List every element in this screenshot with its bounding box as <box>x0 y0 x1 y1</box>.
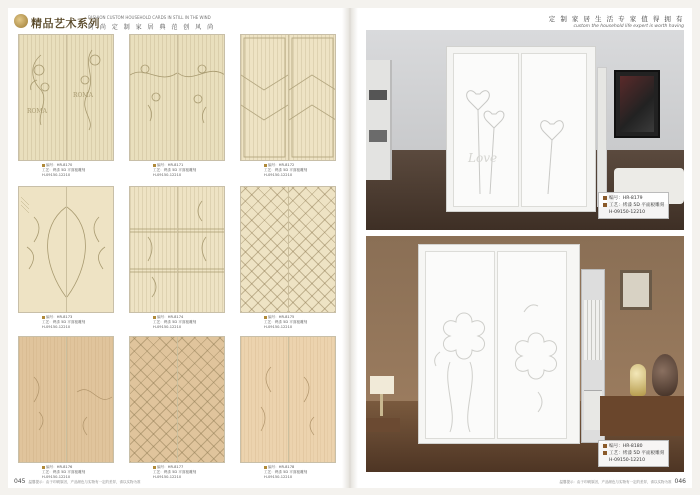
product-card <box>16 336 116 483</box>
product-card <box>16 186 116 333</box>
door-image-hr-8173 <box>18 186 114 313</box>
room-photo-hr-8179 <box>366 30 684 230</box>
product-info-hr-8179: 编号：HR-8179 工艺：烤漆 5D 平面板雕刻 H-09150-12210 <box>598 192 669 219</box>
svg-text:ROMA: ROMA <box>72 92 93 99</box>
vase <box>630 364 646 396</box>
wall-picture <box>620 270 652 310</box>
brand-title: 精品艺术系列 <box>31 17 100 30</box>
product-caption: 编号：HR-8170 工艺：烤漆 5D 平面板雕刻 H-09150-12210 <box>42 163 86 177</box>
left-page <box>8 8 342 488</box>
brand-logo-icon <box>14 14 28 28</box>
product-caption: 编号：HR-8172 工艺：烤漆 5D 平面板雕刻 H-09150-12210 <box>264 163 308 177</box>
wall-picture <box>614 70 660 138</box>
tagline-cn: 定 制 家 居 生 活 专 家 值 得 拥 有 <box>548 15 684 23</box>
vase <box>652 354 678 396</box>
door-image-hr-8171 <box>129 34 225 161</box>
left-header <box>14 12 214 34</box>
product-info-hr-8180: 编号：HR-8180 工艺：烤漆 5D 平面板雕刻 H-09150-12210 <box>598 440 669 467</box>
door-image-hr-8174 <box>129 186 225 313</box>
header-cn: 时 尚 定 制 家 居 典 范 创 风 尚 <box>88 24 216 31</box>
header-en: FASHION CUSTOM HOUSEHOLD CARDS IN STILL IN THE WIND <box>88 15 211 20</box>
product-card <box>238 186 338 333</box>
product-card <box>127 186 227 333</box>
door-image-hr-8177 <box>129 336 225 463</box>
wardrobe-door-right <box>521 53 587 207</box>
book-gutter <box>342 8 358 488</box>
wardrobe-door-right <box>497 251 567 439</box>
door-image-hr-8176 <box>18 336 114 463</box>
product-caption: 编号：HR-8177 工艺：烤漆 5D 平面板雕刻 H-09150-12210 <box>153 465 197 479</box>
shelf-unit <box>366 60 392 180</box>
tagline-en: custom the household life expert is worth having <box>573 24 684 29</box>
product-card <box>127 336 227 483</box>
right-page <box>358 8 692 488</box>
love-door-text: Love <box>468 151 498 165</box>
product-caption: 编号：HR-8173 工艺：烤漆 5D 平面板雕刻 H-09150-12210 <box>42 315 86 329</box>
wardrobe-door-left <box>425 251 495 439</box>
door-image-hr-8172 <box>240 34 336 161</box>
product-card <box>238 336 338 483</box>
page-number-left: 045 温馨提示：由于印刷原因，产品颜色与实物有一定的差异，请以实物为准 <box>14 478 141 485</box>
wardrobe <box>446 46 596 212</box>
product-caption: 编号：HR-8175 工艺：烤漆 5D 平面板雕刻 H-09150-12210 <box>264 315 308 329</box>
room-photo-hr-8180 <box>366 236 684 472</box>
door-image-hr-8170 <box>18 34 114 161</box>
svg-text:ROMA: ROMA <box>27 108 47 115</box>
door-image-hr-8178 <box>240 336 336 463</box>
wardrobe <box>418 244 580 444</box>
product-caption: 编号：HR-8178 工艺：烤漆 5D 平面板雕刻 H-09150-12210 <box>264 465 308 479</box>
wardrobe-door-left <box>453 53 519 207</box>
product-caption: 编号：HR-8174 工艺：烤漆 5D 平面板雕刻 H-09150-12210 <box>153 315 197 329</box>
right-header <box>549 14 684 29</box>
product-card <box>238 34 338 181</box>
product-card <box>16 34 116 181</box>
product-caption: 编号：HR-8171 工艺：烤漆 5D 平面板雕刻 H-09150-12210 <box>153 163 197 177</box>
product-card <box>127 34 227 181</box>
page-number-right: 温馨提示：由于印刷原因，产品颜色与实物有一定的差异，请以实物为准 046 <box>559 478 686 485</box>
dresser <box>600 396 684 436</box>
door-image-hr-8175 <box>240 186 336 313</box>
table-lamp <box>370 376 394 394</box>
product-caption: 编号：HR-8176 工艺：烤漆 5D 平面板雕刻 H-09150-12210 <box>42 465 86 479</box>
